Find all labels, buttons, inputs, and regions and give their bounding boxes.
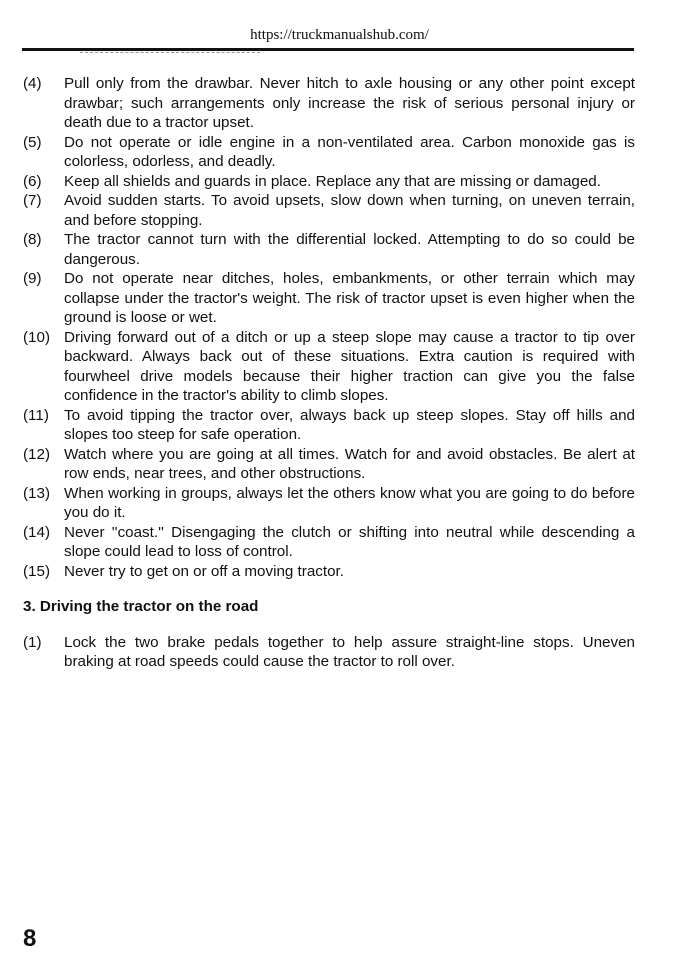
- item-text: Never try to get on or off a moving tractor.: [64, 562, 344, 580]
- item-text: Never ''coast.'' Disengaging the clutch or shifting into neutral while descending a slope could lead to loss of control.: [64, 523, 635, 560]
- item-text: Avoid sudden starts. To avoid upsets, slow down when turning, on uneven terrain, and before stopping.: [64, 192, 635, 229]
- item-number: (4): [23, 75, 42, 92]
- safety-item-9: [23, 269, 635, 328]
- safety-item-13: [23, 484, 635, 523]
- safety-item-11: [23, 406, 635, 445]
- item-number: (15): [23, 562, 51, 580]
- item-number: (11): [23, 406, 49, 424]
- header-divider-faint: [80, 52, 260, 53]
- item-text: Lock the two brake pedals together to help assure straight-line stops. Uneven braking at road speeds could cause the tractor to roll over.: [64, 633, 635, 670]
- item-number: (9): [23, 270, 42, 287]
- safety-item-8: [23, 230, 635, 269]
- item-text: Pull only from the drawbar. Never hitch to axle housing or any other point except drawbar; such arrangements only increase the risk of serious personal injury or death due to a tractor upset.: [64, 75, 635, 131]
- page-content: [23, 74, 635, 672]
- item-number: (1): [23, 633, 42, 651]
- safety-item-6: [23, 172, 635, 192]
- item-number: (12): [23, 445, 51, 463]
- header-divider: [22, 48, 634, 51]
- safety-item-14: [23, 523, 635, 562]
- safety-item-12: [23, 445, 635, 484]
- item-number: (5): [23, 133, 42, 151]
- item-number: (13): [23, 484, 51, 502]
- safety-item-5: [23, 133, 635, 172]
- item-number: (8): [23, 231, 42, 248]
- item-number: (14): [23, 523, 51, 541]
- item-number: (6): [23, 172, 42, 190]
- road-item-1: [23, 633, 635, 672]
- item-number: (10): [23, 328, 51, 346]
- item-text: The tractor cannot turn with the differential locked. Attempting to do so could be dangerous.: [64, 231, 635, 268]
- item-text: Do not operate near ditches, holes, embankments, or other terrain which may collapse under the tractor's weight. The risk of tractor upset is even higher when the ground is loose or wet.: [64, 270, 635, 326]
- section-heading: 3. Driving the tractor on the road: [23, 598, 259, 615]
- item-text: Watch where you are going at all times. Watch for and avoid obstacles. Be alert at row ends, near trees, and other obstructions.: [64, 445, 635, 482]
- source-url: https://truckmanualshub.com/: [250, 27, 429, 43]
- safety-item-15: [23, 562, 635, 582]
- item-number: (7): [23, 192, 42, 209]
- item-text: When working in groups, always let the others know what you are going to do before you do it.: [64, 484, 635, 521]
- safety-item-10: [23, 328, 635, 406]
- page-number: 8: [23, 925, 37, 952]
- safety-item-7: [23, 191, 635, 230]
- safety-item-4: [23, 74, 635, 133]
- item-text: Keep all shields and guards in place. Replace any that are missing or damaged.: [64, 172, 601, 190]
- item-text: Do not operate or idle engine in a non-ventilated area. Carbon monoxide gas is colorless, odorless, and deadly.: [64, 133, 635, 170]
- item-text: Driving forward out of a ditch or up a steep slope may cause a tractor to tip over backward. Always back out of these situations. Extra caution is required with fourwheel drive models because their higher traction can give you the false confidence in the tractor's ability to climb slopes.: [64, 328, 635, 404]
- item-text: To avoid tipping the tractor over, always back up steep slopes. Stay off hills and slopes too steep for safe operation.: [64, 406, 635, 443]
